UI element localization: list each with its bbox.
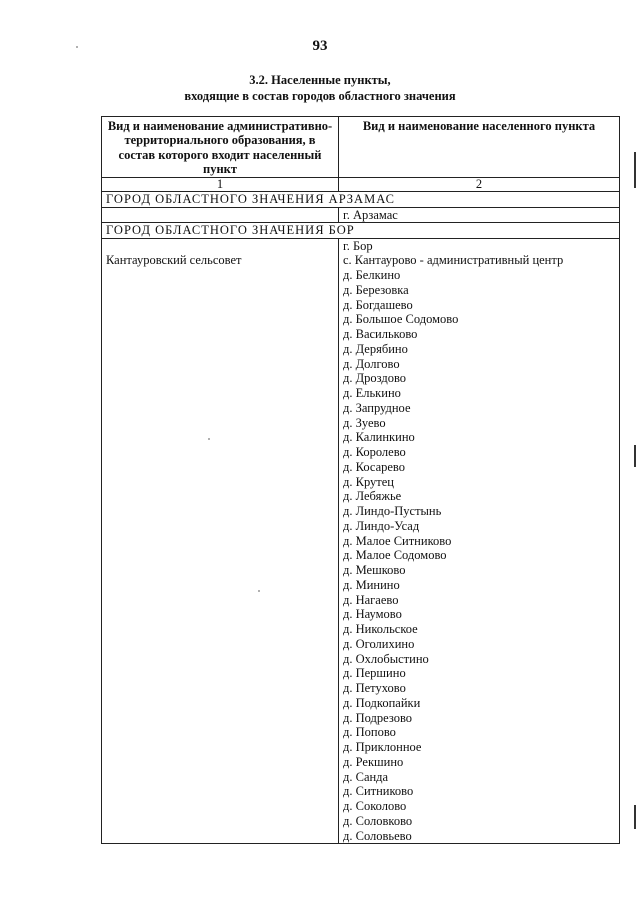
admin-unit-kantaurovsky: Кантауровский сельсовет xyxy=(106,253,242,268)
settlement-item: д. Березовка xyxy=(343,282,409,297)
settlement-item: д. Белкино xyxy=(343,268,401,283)
settlement-item: д. Рекшино xyxy=(343,754,404,769)
settlement-item: д. Першино xyxy=(343,666,406,681)
settlement-item: д. Дроздово xyxy=(343,371,407,386)
settlement-item: д. Калинкино xyxy=(343,430,415,445)
section-title xyxy=(0,72,640,104)
settlement-item: д. Васильково xyxy=(343,327,418,342)
scan-mark-middle xyxy=(634,445,636,467)
page-number: 93 xyxy=(312,38,328,54)
settlement-item: д. Малое Ситниково xyxy=(343,533,452,548)
settlement-row-arzamas xyxy=(102,207,620,222)
settlement-item: д. Запрудное xyxy=(343,400,411,415)
settlement-item: д. Линдо-Пустынь xyxy=(343,504,442,519)
settlement-item: д. Косарево xyxy=(343,459,405,474)
settlement-item: д. Подрезово xyxy=(343,710,413,725)
settlement-item: г. Бор xyxy=(343,238,373,253)
section-title-line-2: входящие в состав городов областного значения xyxy=(184,89,456,103)
admin-unit-cell xyxy=(102,238,339,844)
settlement-item: д. Лебяжье xyxy=(343,489,402,504)
column-2-number: 2 xyxy=(339,177,620,191)
table-header-row xyxy=(102,117,620,178)
section-title-line-1: 3.2. Населенные пункты, xyxy=(249,73,391,87)
settlement-item: д. Королево xyxy=(343,445,406,460)
settlement-list-bor xyxy=(339,238,620,844)
settlement-item: д. Санда xyxy=(343,769,389,784)
bor-settlements-row xyxy=(102,238,620,844)
settlement-item: д. Никольское xyxy=(343,622,418,637)
city-row-arzamas xyxy=(102,191,620,207)
settlement-item: д. Наумово xyxy=(343,607,402,622)
column-number-row xyxy=(102,177,620,191)
settlement-item: д. Линдо-Усад xyxy=(343,518,420,533)
settlement-item: д. Соколово xyxy=(343,799,407,814)
settlement-item: д. Охлобыстино xyxy=(343,651,429,666)
settlement-item: д. Богдашево xyxy=(343,297,413,312)
settlement-item: д. Крутец xyxy=(343,474,394,489)
settlement-item: д. Нагаево xyxy=(343,592,399,607)
settlement-item: д. Мешково xyxy=(343,563,406,578)
settlement-item: д. Подкопайки xyxy=(343,695,421,710)
city-row-bor xyxy=(102,222,620,238)
settlement-item: д. Малое Содомово xyxy=(343,548,447,563)
settlement-item: д. Ситниково xyxy=(343,784,414,799)
scan-mark-bottom xyxy=(634,805,636,829)
settlement-item: д. Приклонное xyxy=(343,740,422,755)
settlement-item: д. Соловьево xyxy=(343,828,412,843)
settlement-item: д. Соловково xyxy=(343,813,413,828)
settlements-table-wrapper xyxy=(101,116,619,844)
settlement-item: д. Петухово xyxy=(343,681,406,696)
settlement-item: д. Оголихино xyxy=(343,636,415,651)
settlement-item: д. Елькино xyxy=(343,386,401,401)
city-title-bor: ГОРОД ОБЛАСТНОГО ЗНАЧЕНИЯ БОР xyxy=(102,222,620,238)
column-1-header: Вид и наименование административно-территориального образования, в состав которого входит населенный пункт xyxy=(102,117,339,178)
settlement-item: д. Попово xyxy=(343,725,396,740)
empty-admin-cell xyxy=(102,207,339,222)
settlement-item: с. Кантаурово - административный центр xyxy=(343,253,564,268)
settlements-table xyxy=(101,116,620,844)
settlement-item: д. Минино xyxy=(343,577,400,592)
column-2-header: Вид и наименование населенного пункта xyxy=(339,117,620,178)
scan-dot xyxy=(208,438,210,440)
settlement-item: д. Дерябино xyxy=(343,341,408,356)
scan-dot xyxy=(76,46,78,48)
settlement-item: д. Долгово xyxy=(343,356,400,371)
scan-mark-top xyxy=(634,152,636,188)
settlement-item: д. Зуево xyxy=(343,415,386,430)
column-1-number: 1 xyxy=(102,177,339,191)
city-title-arzamas: ГОРОД ОБЛАСТНОГО ЗНАЧЕНИЯ АРЗАМАС xyxy=(102,191,620,207)
settlement-item: д. Большое Содомово xyxy=(343,312,459,327)
settlement-arzamas: г. Арзамас xyxy=(339,207,620,222)
scan-dot xyxy=(258,590,260,592)
